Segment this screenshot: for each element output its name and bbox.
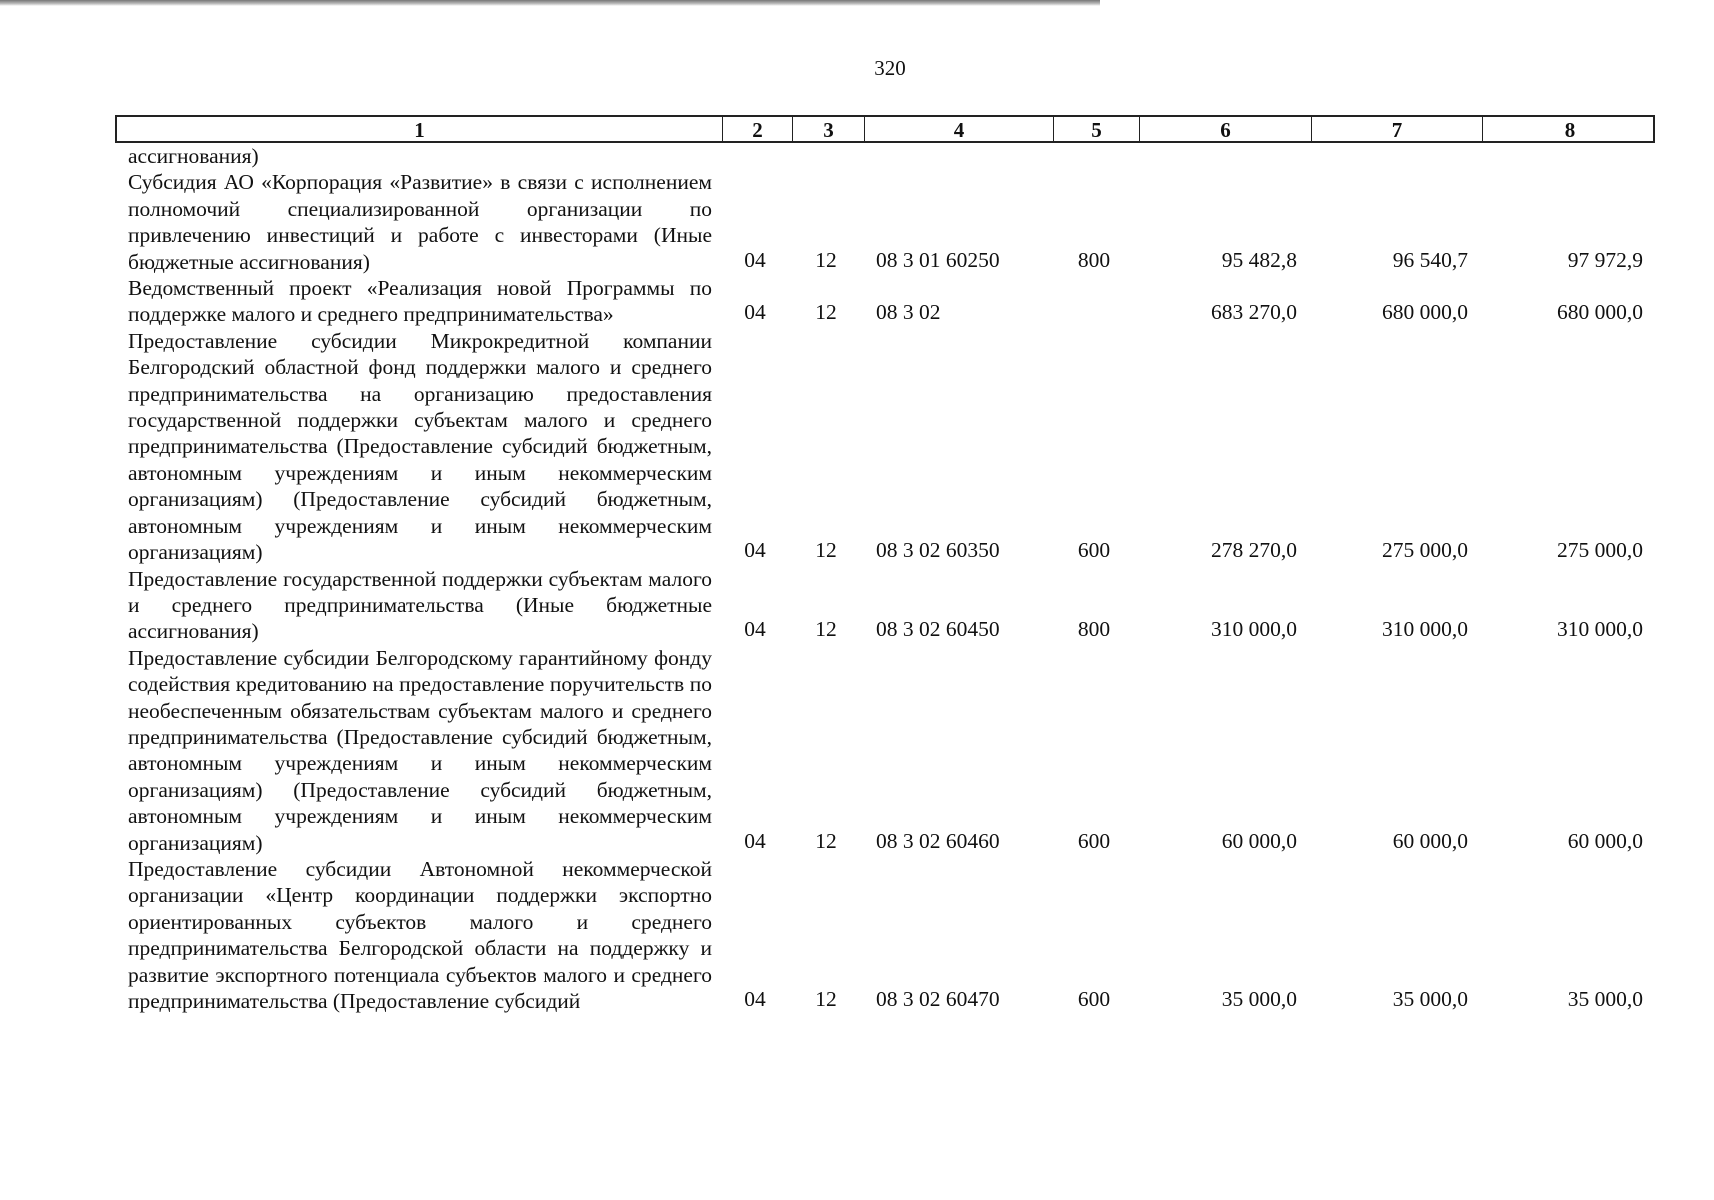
amount-year-3: 680 000,0: [1557, 300, 1643, 325]
amount-year-3: 97 972,9: [1567, 247, 1643, 272]
expense-type-code: [1051, 167, 1137, 169]
amount-year-1: 683 270,0: [1211, 300, 1297, 325]
row-description: Предоставление субсидии Белгородскому гарантийному фонду содействия кредитованию на предоставление поручительств по необеспеченным обязательствам субъектам малого и среднего предпринимательства (Предоставление субсидий бюджетным, автономным учреждениям и иным некоммерческим организациям) (Предоставление субсидий бюджетным, автономным учреждениям и иным некоммерческим организациям): [128, 645, 712, 855]
header-col-8: 8: [1482, 117, 1657, 143]
amount-year-3: 60 000,0: [1567, 828, 1643, 853]
row-description: ассигнования): [128, 144, 259, 168]
header-col-3: 3: [792, 117, 864, 143]
amount-year-1: 35 000,0: [1221, 987, 1297, 1011]
row-description: Предоставление государственной поддержки субъектам малого и среднего предпринимательства (Иные бюджетные ассигнования): [128, 566, 712, 644]
amount-year-1: 278 270,0: [1211, 538, 1297, 563]
expense-type-code: 600: [1077, 987, 1111, 1011]
target-article-code: 08 3 02 60450: [876, 617, 1000, 642]
subsection-code: 12: [815, 300, 837, 325]
amount-year-1: 310 000,0: [1211, 617, 1297, 642]
expense-type-code: 600: [1077, 828, 1111, 853]
amount-year-3: 310 000,0: [1557, 617, 1643, 642]
header-col-6: 6: [1139, 117, 1311, 143]
budget-table: [115, 115, 1655, 1014]
expense-type-code: 600: [1077, 538, 1111, 563]
subsection-code: 12: [815, 247, 837, 272]
target-article-code: 08 3 02 60470: [876, 987, 1000, 1011]
amount-year-3: 35 000,0: [1567, 987, 1643, 1011]
table-row: [115, 645, 1655, 856]
amount-year-2: 35 000,0: [1392, 987, 1468, 1011]
amount-year-1: 60 000,0: [1221, 828, 1297, 853]
amount-year-1: [1137, 167, 1309, 169]
row-description: Ведомственный проект «Реализация новой Программы по поддержке малого и среднего предпринимательства»: [128, 276, 712, 327]
target-article-code: 08 3 02 60350: [876, 538, 1000, 563]
subsection-code: [790, 167, 862, 169]
amount-year-2: 60 000,0: [1392, 828, 1468, 853]
amount-year-1: 95 482,8: [1221, 247, 1297, 272]
section-code: 04: [744, 617, 766, 642]
target-article-code: 08 3 02: [876, 300, 941, 325]
amount-year-2: 310 000,0: [1382, 617, 1468, 642]
table-row: [115, 169, 1655, 275]
page-number: 320: [874, 56, 906, 80]
row-description: Предоставление субсидии Автономной некоммерческой организации «Центр координации поддержки экспортно ориентированных субъектов малого и среднего предпринимательства Белгородской области на поддержку и развитие экспортного потенциала субъектов малого и среднего предпринимательства (Предоставление субсидий: [128, 856, 712, 1013]
table-body: [115, 143, 1655, 1014]
section-code: [720, 167, 790, 169]
section-code: 04: [744, 828, 766, 853]
section-code: 04: [744, 247, 766, 272]
target-article-code: 08 3 02 60460: [876, 828, 1000, 853]
subsection-code: 12: [815, 617, 837, 642]
header-col-2: 2: [722, 117, 792, 143]
row-description: Предоставление субсидии Микрокредитной компании Белгородский областной фонд поддержки малого и среднего предпринимательства на организацию предоставления государственной поддержки субъектам малого и среднего предпринимательства (Предоставление субсидий бюджетным, автономным учреждениям и иным некоммерческим организациям) (Предоставление субсидий бюджетным, автономным учреждениям и иным некоммерческим организациям): [128, 328, 712, 565]
amount-year-3: [1480, 167, 1655, 169]
amount-year-2: 96 540,7: [1392, 247, 1468, 272]
subsection-code: 12: [815, 987, 837, 1011]
amount-year-2: [1309, 167, 1480, 169]
table-header-row: [115, 115, 1655, 143]
table-row: [115, 856, 1655, 1014]
amount-year-2: 275 000,0: [1382, 538, 1468, 563]
header-col-5: 5: [1053, 117, 1139, 143]
subsection-code: 12: [815, 828, 837, 853]
target-article-code: 08 3 01 60250: [876, 247, 1000, 272]
section-code: 04: [744, 300, 766, 325]
subsection-code: 12: [815, 538, 837, 563]
section-code: 04: [744, 538, 766, 563]
expense-type-code: [1051, 326, 1137, 328]
table-row: [115, 328, 1655, 566]
table-row: [115, 143, 1655, 169]
header-col-1: 1: [414, 118, 425, 142]
target-article-code: [862, 167, 1051, 169]
amount-year-3: 275 000,0: [1557, 538, 1643, 563]
table-row: [115, 566, 1655, 645]
section-code: 04: [744, 987, 766, 1011]
scan-edge-shadow: [0, 0, 1100, 6]
header-col-7: 7: [1311, 117, 1482, 143]
expense-type-code: 800: [1077, 247, 1111, 272]
header-col-4: 4: [864, 117, 1053, 143]
expense-type-code: 800: [1077, 617, 1111, 642]
row-description: Субсидия АО «Корпорация «Развитие» в связи с исполнением полномочий специализированной организации по привлечению инвестиций и работе с инвесторами (Иные бюджетные ассигнования): [128, 170, 712, 274]
amount-year-2: 680 000,0: [1382, 300, 1468, 325]
table-row: [115, 275, 1655, 328]
